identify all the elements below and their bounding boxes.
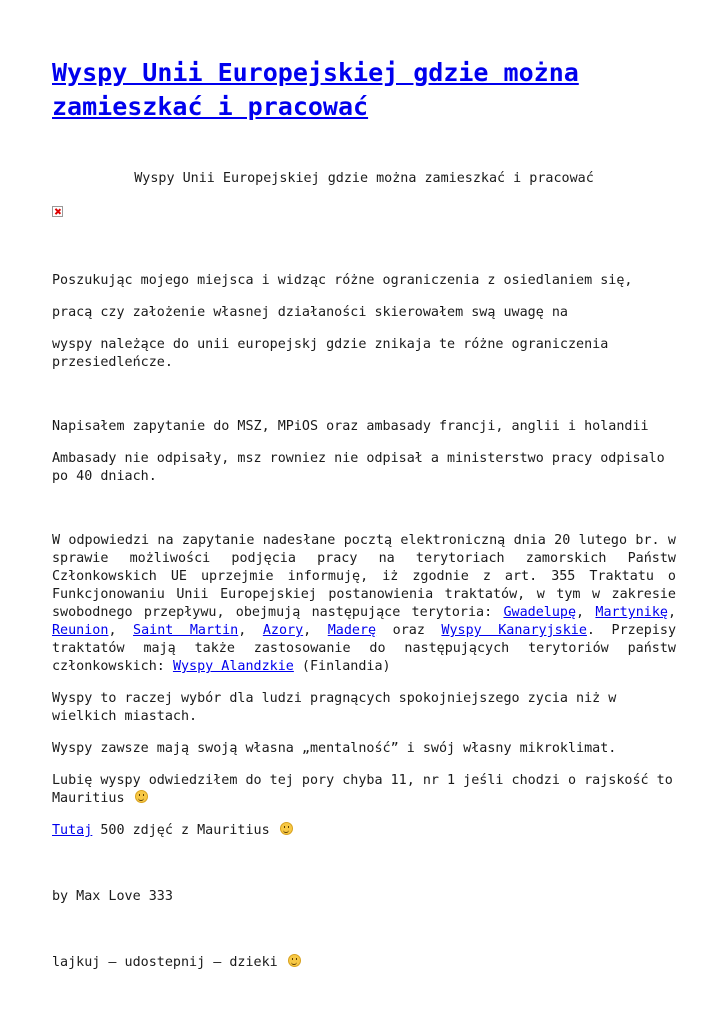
inquiry-line-2: Ambasady nie odpisały, msz rowniez nie odpisał a ministerstwo pracy odpisalo po 40 dniach. [52, 451, 665, 484]
smiley-icon [288, 954, 301, 967]
spacer [52, 220, 676, 272]
author-byline: by Max Love 333 [52, 889, 173, 904]
link-wyspy-kanaryjskie[interactable]: Wyspy Kanaryjskie [441, 623, 587, 638]
photos-paragraph: Tutaj 500 zdjęć z Mauritius [52, 822, 676, 840]
share-line: lajkuj – udostepnij – dzieki [52, 954, 676, 972]
mentality-paragraph: Wyspy zawsze mają swoją własna „mentalność” i swój własny mikroklimat. [52, 741, 617, 756]
ministry-response: W odpowiedzi na zapytanie nadesłane pocztą elektroniczną dnia 20 lutego br. w sprawie możliwości podjęcia pracy na terytoriach zamorskich Państw Członkowskich UE uprzejmie informuję, iż zgodnie z art. 355 Traktatu o Funkcjonowaniu Unii Europejskiej postanowienia traktatów, w tym w zakresie swobodnego przepływu, obejmują następujące terytoria: Gwadelupę, Martynikę, Reunion, Saint Martin, Azory, Maderę oraz Wyspy Kanaryjskie. Przepisy traktatów mają także zastosowanie do następujących terytoriów państw członkowskich: Wyspy Alandzkie (Finlandia) [52, 533, 677, 674]
islands-visited-paragraph: Lubię wyspy odwiedziłem do tej pory chyba 11, nr 1 jeśli chodzi o rajskość to Mauritius [52, 773, 673, 806]
article-title-link[interactable]: Wyspy Unii Europejskiej gdzie można zamieszkać i pracować [52, 58, 579, 121]
spacer [52, 188, 676, 202]
inquiry-line-1: Napisałem zapytanie do MSZ, MPiOS oraz ambasady francji, anglii i holandii [52, 419, 649, 434]
intro-line-3: wyspy należące do unii europejskj gdzie znikaja te różne ograniczenia przesiedleńcze. [52, 337, 609, 370]
smiley-icon [280, 822, 293, 835]
link-wyspy-alandzkie[interactable]: Wyspy Alandzkie [172, 659, 294, 674]
article-subtitle: Wyspy Unii Europejskiej gdzie można zamieszkać i pracować [134, 171, 594, 186]
link-martynike[interactable]: Martynikę [595, 605, 668, 620]
spacer [52, 486, 676, 532]
choice-paragraph: Wyspy to raczej wybór dla ludzi pragnących spokojniejszego zycia niż w wielkich miastach. [52, 691, 617, 724]
smiley-icon [135, 790, 148, 803]
link-madere[interactable]: Maderę [327, 623, 377, 638]
photos-link[interactable]: Tutaj [52, 823, 93, 838]
intro-line-2: pracą czy założenie własnej działaności skierowałem swą uwagę na [52, 305, 568, 320]
intro-line-1: Poszukując mojego miejsca i widząc różne ograniczenia z osiedlaniem się, [52, 273, 633, 288]
link-azory[interactable]: Azory [262, 623, 304, 638]
spacer [52, 372, 676, 418]
link-gwadelupe[interactable]: Gwadelupę [503, 605, 577, 620]
article [52, 56, 676, 972]
response-text: W odpowiedzi na zapytanie nadesłane pocztą elektroniczną dnia 20 lutego br. w sprawie możliwości podjęcia pracy na terytoriach zamorskich Państw Członkowskich UE uprzejmie informuję, iż zgodnie z art. 355 Traktatu o Funkcjonowaniu Unii Europejskiej postanowienia traktatów, w tym w zakresie swobodnego przepływu, obejmują następujące terytoria: [52, 533, 676, 620]
broken-image-row [52, 202, 676, 220]
broken-image-icon [52, 206, 63, 217]
spacer [52, 124, 676, 170]
spacer [52, 840, 676, 888]
spacer [52, 906, 676, 954]
link-saint-martin[interactable]: Saint Martin [133, 623, 239, 638]
link-reunion[interactable]: Reunion [52, 623, 109, 638]
